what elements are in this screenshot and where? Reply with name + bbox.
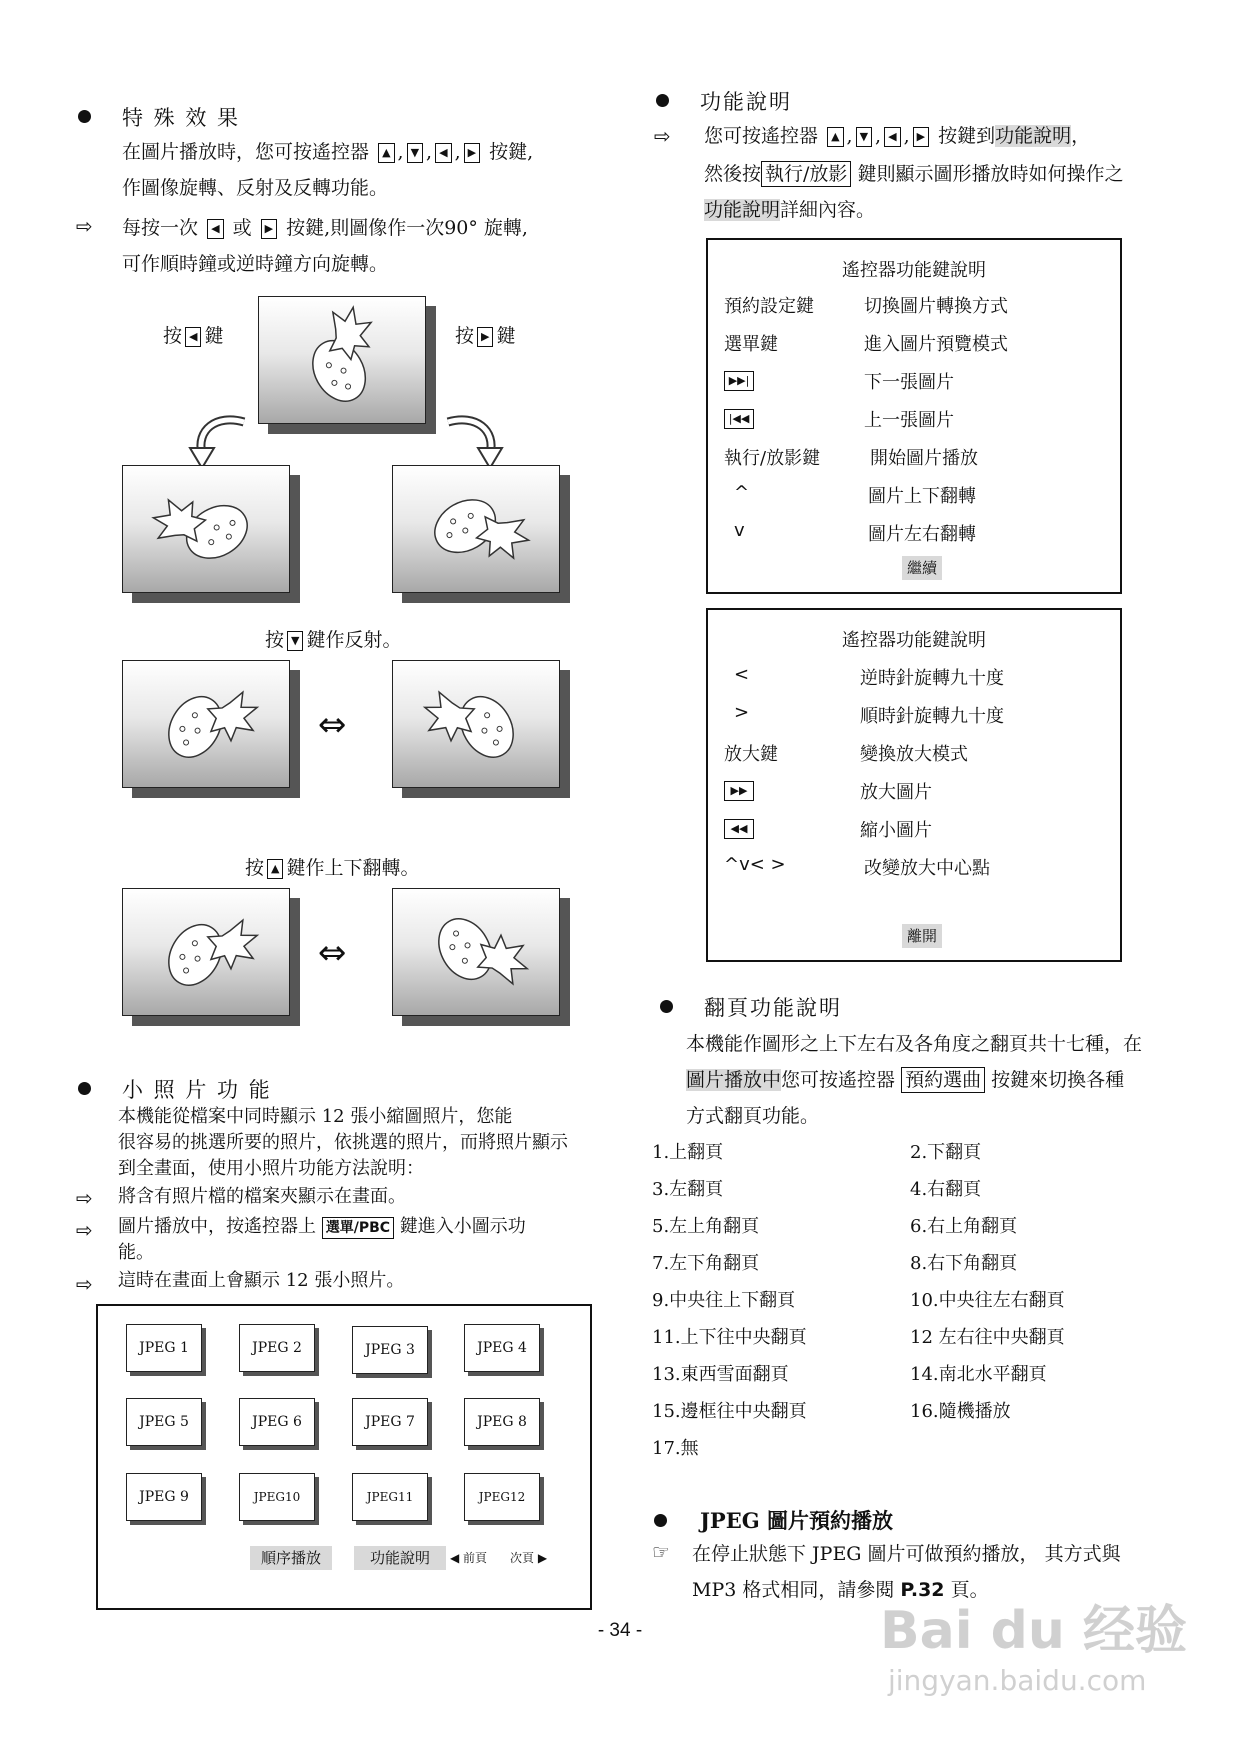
arrow-icon: ⇨ [654, 124, 671, 148]
help-button[interactable]: 功能說明 [354, 1546, 446, 1570]
arrow-icon: ⇨ [76, 1218, 93, 1242]
down-key-icon: ▼ [287, 631, 303, 651]
section-title-thumbnails: 小 照 片 功 能 [122, 1078, 272, 1102]
remote-help-panel-1 [706, 238, 1122, 594]
rotate-tip-line2: 可作順時鐘或逆時鐘方向旋轉。 [122, 253, 389, 275]
panel-row-desc: 放大圖片 [860, 782, 932, 803]
mode-item: 14.南北水平翻頁 [910, 1364, 1047, 1385]
thumbnails-step3: 這時在畫面上會顯示 12 張小照片。 [118, 1270, 405, 1291]
bullet [78, 110, 91, 123]
page-number: - 34 - [597, 1620, 643, 1641]
play-key: 執行/放影 [761, 161, 851, 187]
rotate-tip-line1: 每按一次 ◀ 或 ▶ 按鍵,則圖像作一次90° 旋轉, [122, 217, 528, 239]
panel-row-key [724, 778, 754, 801]
panel-row-key: ^v< > [724, 854, 786, 875]
press-left-label: 按 ◀ 鍵 [163, 325, 224, 347]
prev-track-icon: |◀◀ [724, 409, 754, 429]
panel-row-key: 放大鍵 [724, 744, 778, 765]
thumbnail-jpeg5[interactable]: JPEG 5 [126, 1398, 202, 1446]
left-key-icon: ◀ [207, 219, 223, 239]
mode-item: 10.中央往左右翻頁 [910, 1290, 1065, 1311]
special-effects-desc-line1: 在圖片播放時，您可按遙控器 ▲ , ▼ , ◀ , ▶ 按鍵, [122, 141, 534, 163]
panel-row-desc: 縮小圖片 [860, 820, 932, 841]
help-line1: 您可按遙控器 ▲ , ▼ , ◀ , ▶ 按鍵到功能說明， [704, 125, 1091, 147]
panel-row-key: 執行/放影鍵 [724, 448, 821, 469]
rewind-icon: ◀◀ [724, 819, 754, 839]
arrow-icon: ⇨ [76, 214, 93, 238]
mode-item: 13.東西雪面翻頁 [652, 1364, 789, 1385]
remote-help-panel-2 [706, 608, 1122, 962]
arrow-icon: ⇨ [76, 1186, 93, 1210]
thumbnail-jpeg6[interactable]: JPEG 6 [239, 1398, 315, 1446]
down-key-icon: ▼ [407, 143, 423, 163]
press-right-label: 按 ▶ 鍵 [455, 325, 516, 347]
panel-row-key: ^ [734, 482, 750, 503]
special-effects-desc-line2: 作圖像旋轉、反射及反轉功能。 [122, 177, 389, 199]
help-line3: 功能說明詳細內容。 [704, 199, 876, 221]
continue-button[interactable]: 繼續 [902, 556, 942, 580]
fast-forward-icon: ▶▶ [724, 781, 754, 801]
mode-item: 6.右上角翻頁 [910, 1216, 1018, 1237]
thumbnail-jpeg10[interactable]: JPEG10 [239, 1473, 315, 1521]
panel-title: 遙控器功能鍵說明 [842, 260, 986, 281]
mode-item: 3.左翻頁 [652, 1179, 724, 1200]
panel-row-key: > [734, 702, 750, 723]
panel-row-key: < [734, 664, 750, 685]
thumbnail-jpeg1[interactable]: JPEG 1 [126, 1324, 202, 1372]
left-key-icon: ◀ [435, 143, 451, 163]
mode-item: 2.下翻頁 [910, 1142, 982, 1163]
thumbnail-jpeg3[interactable]: JPEG 3 [352, 1326, 428, 1374]
panel-row-desc: 下一張圖片 [864, 372, 954, 393]
thumbnails-step2: 圖片播放中，按遙控器上 選單/PBC 鍵進入小圖示功 [118, 1216, 526, 1237]
up-key-icon: ▲ [827, 127, 843, 147]
page-turn-line2: 圖片播放中您可按遙控器 預約選曲 按鍵來切換各種 [686, 1069, 1125, 1091]
panel-row-desc: 改變放大中心點 [864, 858, 990, 879]
right-key-icon: ▶ [261, 219, 277, 239]
section-title-help: 功能說明 [700, 90, 792, 114]
strawberry-image-before-flip [122, 888, 290, 1016]
section-title-special-effects: 特 殊 效 果 [122, 106, 241, 130]
right-key-icon: ▶ [477, 327, 493, 347]
left-key-icon: ◀ [185, 327, 201, 347]
section-title-jpeg-program: JPEG 圖片預約播放 [700, 1508, 893, 1533]
up-key-icon: ▲ [378, 143, 394, 163]
mode-item: 11.上下往中央翻頁 [652, 1327, 807, 1348]
bullet [654, 1514, 667, 1527]
watermark-logo: Bai du 经验 [880, 1601, 1187, 1661]
exit-button[interactable]: 離開 [902, 924, 942, 948]
panel-row-key [724, 816, 754, 839]
thumbnail-jpeg2[interactable]: JPEG 2 [239, 1324, 315, 1372]
panel-row-key [724, 368, 754, 391]
strawberry-image-flipped [392, 888, 560, 1016]
thumbnails-step2-cont: 能。 [118, 1242, 154, 1263]
mode-item: 1.上翻頁 [652, 1142, 724, 1163]
jpeg-program-line1: 在停止狀態下 JPEG 圖片可做預約播放， 其方式與 [692, 1543, 1121, 1565]
press-up-label: 按 ▲ 鍵作上下翻轉。 [245, 857, 420, 879]
page-turn-line1: 本機能作圖形之上下左右及各角度之翻頁共十七種，在 [686, 1033, 1143, 1055]
panel-row-desc: 順時針旋轉九十度 [860, 706, 1004, 727]
bullet [660, 1000, 673, 1013]
mode-item: 9.中央往上下翻頁 [652, 1290, 796, 1311]
next-track-icon: ▶▶| [724, 371, 754, 391]
right-key-icon: ▶ [913, 127, 929, 147]
program-key: 預約選曲 [901, 1067, 985, 1093]
strawberry-image-rotated-right [392, 465, 560, 593]
thumbnail-jpeg4[interactable]: JPEG 4 [464, 1324, 540, 1372]
mode-item: 15.邊框往中央翻頁 [652, 1401, 807, 1422]
panel-row-key: v [734, 520, 745, 541]
curved-arrow-right-icon [442, 408, 506, 472]
help-line2: 然後按 執行/放影 鍵則顯示圖形播放時如何操作之 [704, 163, 1124, 185]
watermark-url: jingyan.baidu.com [888, 1664, 1147, 1697]
curved-arrow-left-icon [186, 408, 250, 472]
mode-item: 17.無 [652, 1438, 699, 1459]
panel-row-desc: 上一張圖片 [864, 410, 954, 431]
panel-row-key: 選單鍵 [724, 334, 778, 355]
panel-row-key [724, 406, 754, 429]
thumbnail-jpeg9[interactable]: JPEG 9 [126, 1473, 202, 1521]
right-key-icon: ▶ [464, 143, 480, 163]
double-arrow-icon: ⇔ [318, 933, 347, 973]
next-page-button[interactable]: 次頁 ▶ [510, 1551, 548, 1565]
thumbnail-jpeg12[interactable]: JPEG12 [464, 1473, 540, 1521]
sequential-play-button[interactable]: 順序播放 [250, 1546, 332, 1570]
prev-page-button[interactable]: ◀ 前頁 [450, 1551, 488, 1565]
strawberry-image-original [258, 296, 426, 424]
press-down-label: 按 ▼ 鍵作反射。 [265, 629, 402, 651]
thumbnail-jpeg11[interactable]: JPEG11 [352, 1473, 428, 1521]
panel-title: 遙控器功能鍵說明 [842, 630, 986, 651]
menu-pbc-key: 選單/PBC [322, 1217, 394, 1239]
down-key-icon: ▼ [856, 127, 872, 147]
mode-item: 4.右翻頁 [910, 1179, 982, 1200]
strawberry-image-rotated-left [122, 465, 290, 593]
arrow-icon: ⇨ [76, 1272, 93, 1296]
panel-row-key: 預約設定鍵 [724, 296, 814, 317]
bullet [78, 1082, 91, 1095]
thumbnail-screen [96, 1304, 592, 1610]
jpeg-program-line2: MP3 格式相同，請參閱 P.32 頁。 [692, 1579, 989, 1601]
thumbnail-jpeg8[interactable]: JPEG 8 [464, 1398, 540, 1446]
panel-row-desc: 圖片上下翻轉 [868, 486, 976, 507]
panel-row-desc: 開始圖片播放 [870, 448, 978, 469]
thumbnail-jpeg7[interactable]: JPEG 7 [352, 1398, 428, 1446]
left-key-icon: ◀ [884, 127, 900, 147]
panel-row-desc: 變換放大模式 [860, 744, 968, 765]
thumbnails-paragraph: 本機能從檔案中同時顯示 12 張小縮圖照片，您能 很容易的挑選所要的照片，依挑選的照片，而將照片顯示 到全畫面，使用小照片功能方法說明： [118, 1106, 568, 1179]
panel-row-desc: 進入圖片預覽模式 [864, 334, 1008, 355]
mode-item: 7.左下角翻頁 [652, 1253, 760, 1274]
thumbnails-step1: 將含有照片檔的檔案夾顯示在畫面。 [118, 1186, 406, 1207]
mode-item: 8.右下角翻頁 [910, 1253, 1018, 1274]
page-turn-line3: 方式翻頁功能。 [686, 1105, 820, 1127]
bullet [656, 94, 669, 107]
section-title-page-turn: 翻頁功能說明 [704, 996, 842, 1020]
strawberry-image-before-mirror [122, 660, 290, 788]
mode-item: 16.隨機播放 [910, 1401, 1011, 1422]
pointing-hand-icon: ☞ [652, 1540, 670, 1564]
panel-row-desc: 逆時針旋轉九十度 [860, 668, 1004, 689]
strawberry-image-mirrored [392, 660, 560, 788]
up-key-icon: ▲ [267, 859, 283, 879]
double-arrow-icon: ⇔ [318, 705, 347, 745]
mode-item: 5.左上角翻頁 [652, 1216, 760, 1237]
panel-row-desc: 圖片左右翻轉 [868, 524, 976, 545]
mode-item: 12 左右往中央翻頁 [910, 1327, 1065, 1348]
panel-row-desc: 切換圖片轉換方式 [864, 296, 1008, 317]
